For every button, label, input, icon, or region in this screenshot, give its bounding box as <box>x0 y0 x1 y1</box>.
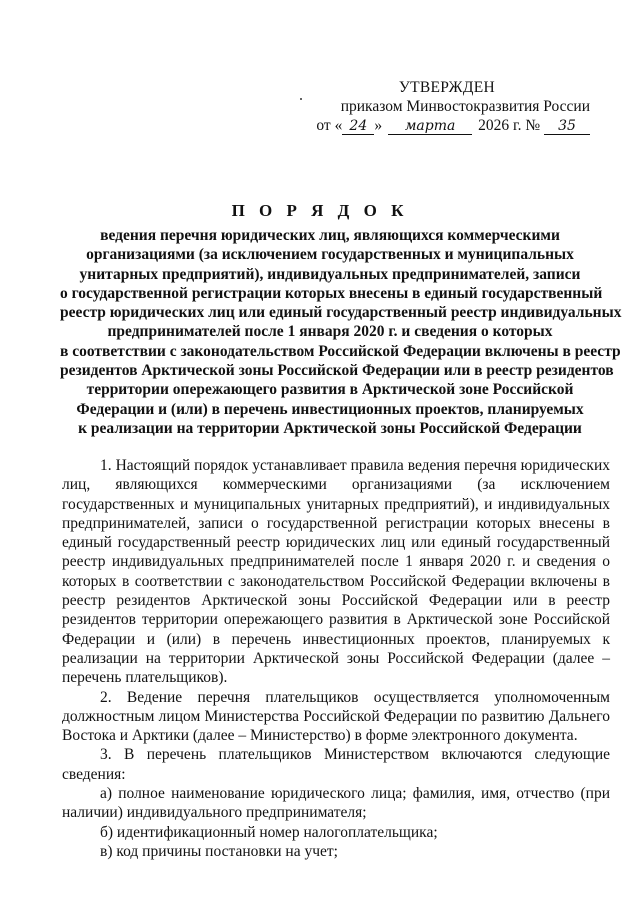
subtitle-line: предпринимателей после 1 января 2020 г. и сведения о которых <box>107 323 553 341</box>
handwritten-month: марта <box>388 119 472 135</box>
subtitle-line: в соответствии с законодательством Российской Федерации включены в реестр <box>60 342 621 360</box>
subitem-a: а) полное наименование юридического лица; фамилия, имя, отчество (при наличии) индивидуального предпринимателя; <box>62 785 610 822</box>
subitem-c: в) код причины постановки на учет; <box>100 842 338 860</box>
document-subtitle <box>60 226 622 438</box>
subtitle-line: Федерации и (или) в перечень инвестиционных проектов, планируемых <box>76 400 584 418</box>
document-body <box>62 456 610 861</box>
paragraph-3: 3. В перечень плательщиков Министерством включаются следующие сведения: <box>62 746 610 783</box>
subtitle-line: резидентов Арктической зоны Российской Федерации или в реестр резидентов <box>60 362 614 380</box>
date-year: 2026 г. № <box>478 117 541 134</box>
approval-title: УТВЕРЖДЕН <box>398 79 495 96</box>
date-prefix: от « <box>316 117 343 134</box>
subtitle-line: территории опережающего развития в Арктической зоне Российской <box>86 381 574 399</box>
document-title: П О Р Я Д О К <box>231 201 409 220</box>
handwritten-order-number: 35 <box>544 119 590 135</box>
approval-order-line: приказом Минвостокразвития России <box>340 98 590 115</box>
paragraph-2: 2. Ведение перечня плательщиков осуществляется уполномоченным должностным лицом Министерства Российской Федерации по развитию Дальнего Востока и Арктики (далее – Министерство) в форме электронного документа. <box>62 688 610 745</box>
paragraph-1: 1. Настоящий порядок устанавливает правила ведения перечня юридических лиц, являющихся коммерческими организациями (за исключением государственных и муниципальных унитарных предприятий), и индивидуальных предпринимателей, записи о государственной регистрации которых внесены в единый государственный реестр юридических лиц или единый государственный реестр индивидуальных предпринимателей после 1 января 2020 г. и сведения о которых в соответствии с законодательством Российской Федерации включены в реестр резидентов Арктической зоны Российской Федерации или в реестр резидентов территории опережающего развития в Арктической зоне Российской Федерации и (или) в перечень инвестиционных проектов, планируемых к реализации на территории Арктической зоны Российской Федерации (далее – перечень плательщиков). <box>62 457 610 687</box>
handwritten-day: 24 <box>342 119 374 135</box>
date-quote-close: » <box>374 117 383 134</box>
subtitle-line: о государственной регистрации которых внесены в единый государственный <box>60 284 603 302</box>
subtitle-line: организациями (за исключением государственных и муниципальных <box>86 246 574 264</box>
subtitle-line: реестр юридических лиц или единый государственный реестр индивидуальных <box>60 304 622 322</box>
subtitle-line: унитарных предприятий), индивидуальных предпринимателей, записи <box>79 265 581 283</box>
subtitle-line: к реализации на территории Арктической зоны Российской Федерации <box>78 419 582 437</box>
approval-block <box>300 78 590 135</box>
subtitle-line: ведения перечня юридических лиц, являющихся коммерческими <box>100 227 560 244</box>
approval-date-line <box>300 116 590 135</box>
subitem-b: б) идентификационный номер налогоплательщика; <box>100 823 438 841</box>
